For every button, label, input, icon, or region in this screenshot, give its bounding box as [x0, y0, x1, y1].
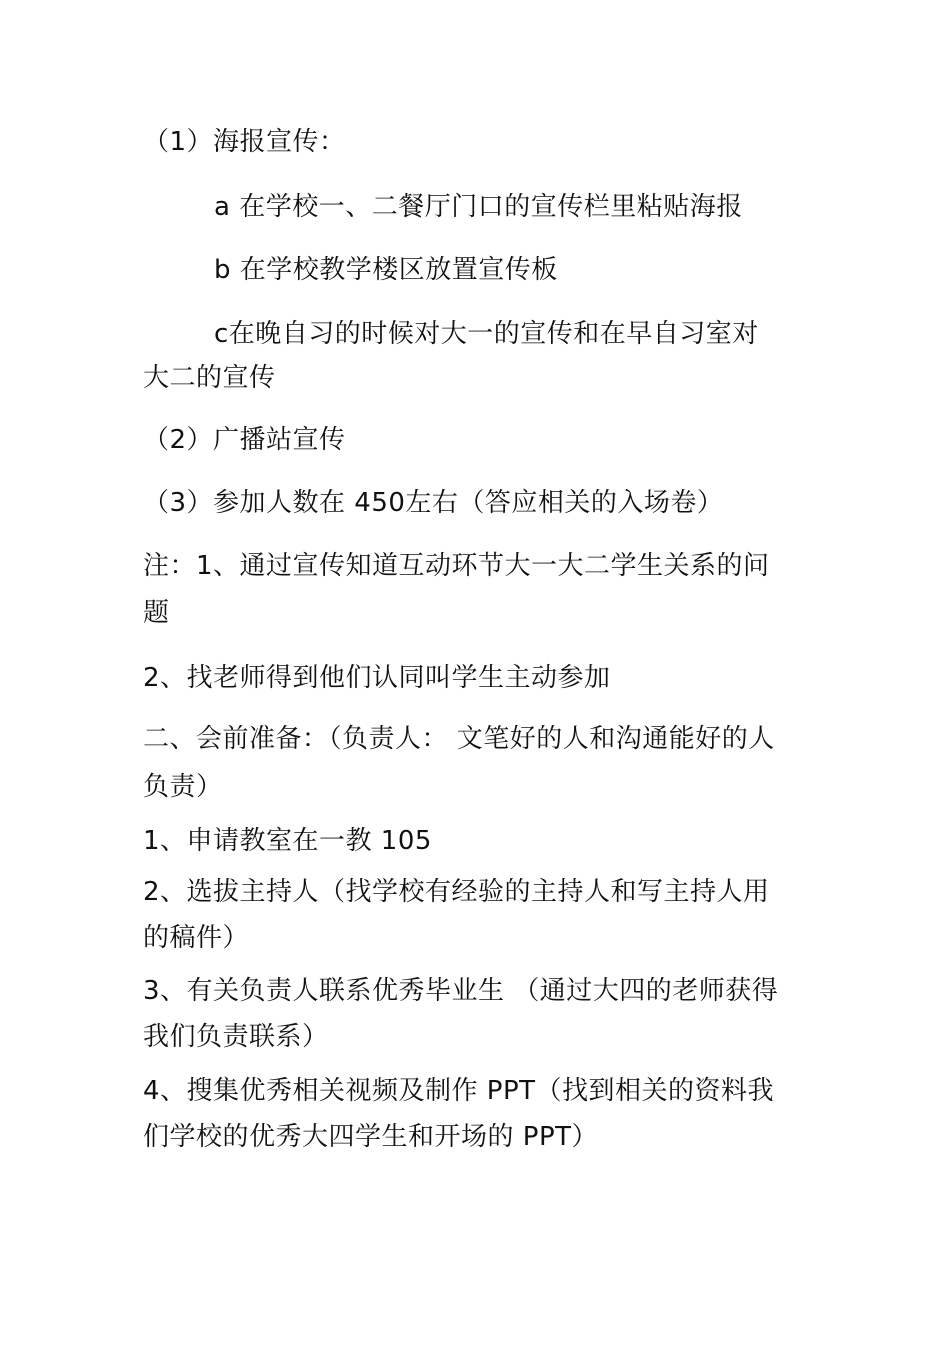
note-line1: 注：1、通过宣传知道互动环节大一大二学生关系的问: [143, 551, 770, 581]
item-poster-heading: （1）海报宣传：: [143, 127, 346, 157]
item-poster-b: b 在学校教学楼区放置宣传板: [214, 255, 558, 285]
prep-item-4-line2: 们学校的优秀大四学生和开场的 PPT）: [143, 1122, 599, 1152]
prep-item-4-line1: 4、搜集优秀相关视频及制作 PPT（找到相关的资料我: [143, 1076, 775, 1106]
note-line2: 题: [143, 598, 170, 628]
item-poster-c-line2: 大二的宣传: [143, 363, 276, 393]
prep-item-1: 1、申请教室在一教 105: [143, 826, 432, 856]
item-broadcast: （2）广播站宣传: [143, 425, 346, 455]
prep-item-2-line2: 的稿件）: [143, 923, 250, 953]
item-attendance: （3）参加人数在 450左右（答应相关的入场卷）: [143, 488, 724, 518]
section-prep-line2: 负责）: [143, 772, 223, 802]
prep-item-3-line2: 我们负责联系）: [143, 1022, 329, 1052]
section-prep-line1: 二、会前准备：（负责人： 文笔好的人和沟通能好的人: [143, 724, 775, 754]
prep-item-3-line1: 3、有关负责人联系优秀毕业生 （通过大四的老师获得: [143, 976, 779, 1006]
note-item-2: 2、找老师得到他们认同叫学生主动参加: [143, 663, 611, 693]
prep-item-2-line1: 2、选拔主持人（找学校有经验的主持人和写主持人用: [143, 877, 770, 907]
item-poster-c-line1: c在晚自习的时候对大一的宣传和在早自习室对: [214, 319, 759, 349]
item-poster-a: a 在学校一、二餐厅门口的宣传栏里粘贴海报: [214, 192, 743, 222]
